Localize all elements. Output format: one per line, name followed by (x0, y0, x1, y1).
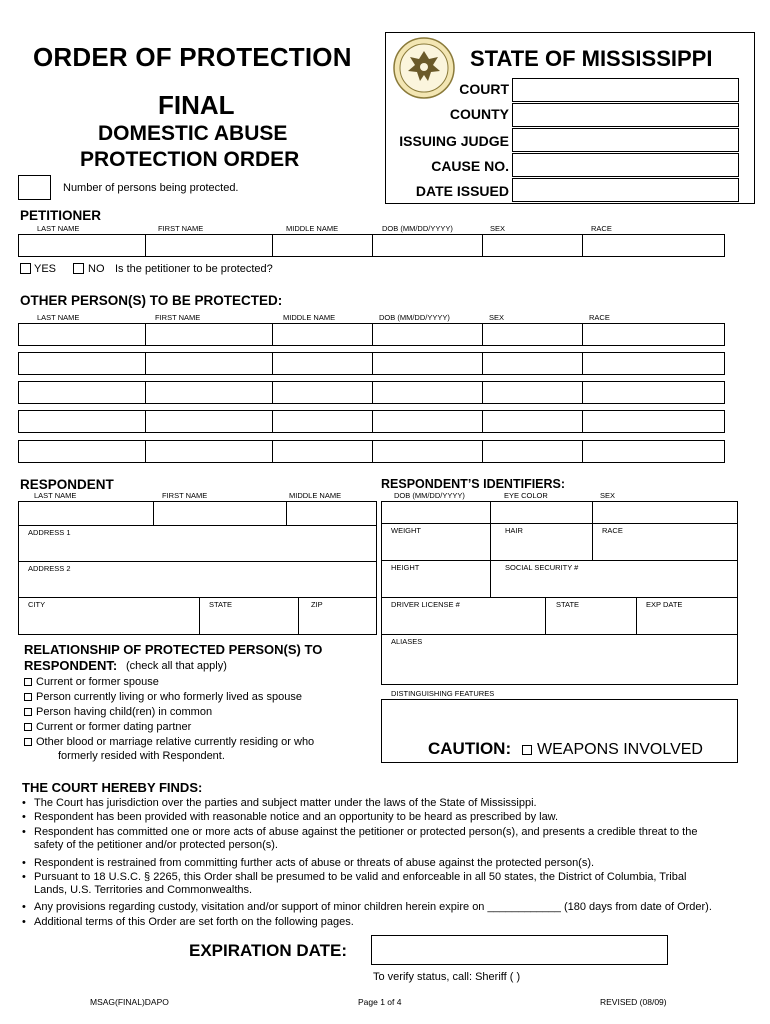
ident-features-label: DISTINGUISHING FEATURES (391, 689, 495, 698)
finding-item: • Respondent has committed one or more acts of abuse against the petitioner or protected person(s), and presents a credible threat to the (34, 825, 697, 839)
ident-dob-label: DOB (MM/DD/YYYY) (394, 491, 465, 500)
ident-dl-label: DRIVER LICENSE # (391, 600, 460, 609)
oth-middle-field[interactable] (272, 410, 373, 433)
subtitle-domestic-abuse: DOMESTIC ABUSE (98, 122, 288, 145)
weapons-checkbox[interactable] (522, 745, 532, 755)
oth-race-field[interactable] (582, 381, 725, 404)
ident-eye-label: EYE COLOR (504, 491, 548, 500)
oth-race-field[interactable] (582, 323, 725, 346)
cause-no-label: CAUSE NO. (431, 158, 509, 174)
relationship-option-label: Current or former spouse (36, 676, 159, 688)
relationship-heading: RELATIONSHIP OF PROTECTED PERSON(S) TO (24, 642, 323, 657)
oth-col-last: LAST NAME (37, 313, 80, 322)
oth-dob-field[interactable] (372, 323, 483, 346)
ident-eye-field[interactable] (490, 501, 593, 524)
checkbox-icon[interactable] (24, 708, 32, 716)
finding-item: • Pursuant to 18 U.S.C. § 2265, this Order shall be presumed to be valid and enforceable in all 50 states, the District of Columbia, Tribal (34, 870, 686, 884)
final-label: FINAL (158, 90, 235, 120)
relationship-option-label: Person currently living or who formerly lived as spouse (36, 691, 302, 703)
oth-last-field[interactable] (18, 440, 146, 463)
ident-sex-label: SEX (600, 491, 616, 500)
other-person-row (18, 323, 725, 346)
county-field[interactable] (512, 103, 739, 127)
no-label: NO (88, 263, 105, 275)
relationship-option-relative-cont: formerly resided with Respondent. (58, 750, 225, 762)
finding-item: • The Court has jurisdiction over the parties and subject matter under the laws of the State of Mississippi. (34, 796, 537, 810)
finding-item: • Additional terms of this Order are set forth on the following pages. (34, 915, 354, 929)
ident-aliases-field[interactable] (381, 634, 738, 685)
oth-last-field[interactable] (18, 381, 146, 404)
resp-address1-label: ADDRESS 1 (28, 528, 71, 537)
relationship-heading-2: RESPONDENT: (24, 658, 118, 673)
oth-first-field[interactable] (145, 352, 273, 375)
respondent-heading: RESPONDENT (20, 477, 114, 492)
pet-col-dob: DOB (MM/DD/YYYY) (382, 224, 453, 233)
other-person-row (18, 381, 725, 404)
resp-address2-label: ADDRESS 2 (28, 564, 71, 573)
oth-middle-field[interactable] (272, 352, 373, 375)
yes-label: YES (34, 263, 57, 275)
pet-sex-field[interactable] (482, 234, 583, 257)
oth-sex-field[interactable] (482, 410, 583, 433)
verify-status-text: To verify status, call: Sheriff ( ) (373, 971, 521, 983)
pet-dob-field[interactable] (372, 234, 483, 257)
ident-aliases-label: ALIASES (391, 637, 423, 646)
ident-height-label: HEIGHT (391, 563, 420, 572)
finding-item: • Respondent has been provided with reasonable notice and an opportunity to be heard as prescribed by law. (34, 810, 558, 824)
resp-city-field[interactable] (18, 597, 200, 635)
pet-first-field[interactable] (145, 234, 273, 257)
pet-col-sex: SEX (490, 224, 506, 233)
state-title: STATE OF MISSISSIPPI (470, 46, 713, 71)
checkbox-icon[interactable] (24, 738, 32, 746)
ident-exp-label: EXP DATE (646, 600, 683, 609)
oth-col-first: FIRST NAME (155, 313, 201, 322)
oth-sex-field[interactable] (482, 381, 583, 404)
expiration-date-field[interactable] (371, 935, 668, 965)
resp-zip-label: ZIP (311, 600, 323, 609)
resp-state-label: STATE (209, 600, 233, 609)
relationship-option-label: Other blood or marriage relative currently residing or who (36, 736, 315, 748)
relationship-option-label: Person having child(ren) in common (36, 706, 213, 718)
date-issued-label: DATE ISSUED (415, 183, 509, 199)
resp-city-label: CITY (28, 600, 46, 609)
subtitle-protection-order: PROTECTION ORDER (80, 148, 300, 171)
petitioner-protected-question: Is the petitioner to be protected? (115, 263, 273, 275)
finding-item: • Any provisions regarding custody, visitation and/or support of minor children herein expire on ____________ (180 days from date of Order). (34, 900, 712, 914)
ident-features-field[interactable] (381, 699, 738, 736)
finding-item-cont: safety of the petitioner and/or protected person(s). (34, 839, 278, 851)
pet-middle-field[interactable] (272, 234, 373, 257)
oth-middle-field[interactable] (272, 381, 373, 404)
finding-item: • Respondent is restrained from committing further acts of abuse or threats of abuse against the protected person(s). (34, 856, 594, 870)
ident-ssn-label: SOCIAL SECURITY # (505, 563, 579, 572)
oth-race-field[interactable] (582, 410, 725, 433)
other-persons-heading: OTHER PERSON(S) TO BE PROTECTED: (20, 293, 283, 308)
oth-dob-field[interactable] (372, 410, 483, 433)
oth-col-middle: MIDDLE NAME (283, 313, 336, 322)
oth-dob-field[interactable] (372, 352, 483, 375)
oth-first-field[interactable] (145, 440, 273, 463)
page-title: ORDER OF PROTECTION (33, 42, 352, 72)
oth-race-field[interactable] (582, 352, 725, 375)
relationship-hint: (check all that apply) (126, 660, 227, 672)
oth-last-field[interactable] (18, 352, 146, 375)
petitioner-row (18, 234, 725, 257)
checkbox-icon[interactable] (24, 723, 32, 731)
finding-item-cont: Lands, U.S. Territories and Commonwealths. (34, 884, 253, 896)
oth-first-field[interactable] (145, 323, 273, 346)
expiration-label: EXPIRATION DATE: (189, 941, 348, 960)
checkbox-icon[interactable] (24, 678, 32, 686)
resp-last-field[interactable] (18, 501, 154, 526)
oth-col-race: RACE (589, 313, 610, 322)
oth-col-sex: SEX (489, 313, 505, 322)
caution-label: CAUTION: (428, 739, 512, 758)
oth-col-dob: DOB (MM/DD/YYYY) (379, 313, 450, 322)
relationship-option-relative[interactable] (24, 736, 314, 748)
other-person-row (18, 440, 725, 463)
footer-revised: REVISED (08/09) (600, 997, 667, 1007)
issuing-judge-field[interactable] (512, 128, 739, 152)
court-label: COURT (459, 81, 509, 97)
resp-first-field[interactable] (153, 501, 287, 526)
other-person-row (18, 410, 725, 433)
footer-page-number: Page 1 of 4 (358, 997, 402, 1007)
court-field[interactable] (512, 78, 739, 102)
findings-heading: THE COURT HEREBY FINDS: (22, 780, 203, 795)
resp-address1-field[interactable] (18, 525, 377, 562)
oth-sex-field[interactable] (482, 323, 583, 346)
ident-dl-state-label: STATE (556, 600, 580, 609)
pet-col-middle: MIDDLE NAME (286, 224, 339, 233)
oth-race-field[interactable] (582, 440, 725, 463)
relationship-option-dating[interactable] (24, 721, 191, 733)
pet-race-field[interactable] (582, 234, 725, 257)
oth-sex-field[interactable] (482, 352, 583, 375)
ident-dob-field[interactable] (381, 501, 491, 524)
ident-weight-label: WEIGHT (391, 526, 421, 535)
pet-col-first: FIRST NAME (158, 224, 204, 233)
relationship-option-cohabitant[interactable] (24, 691, 302, 703)
county-label: COUNTY (449, 106, 509, 122)
no-checkbox[interactable] (73, 263, 84, 274)
cause-no-field[interactable] (512, 153, 739, 177)
weapons-label: WEAPONS INVOLVED (537, 741, 703, 758)
oth-last-field[interactable] (18, 323, 146, 346)
other-person-row (18, 352, 725, 375)
issuing-judge-label: ISSUING JUDGE (399, 133, 509, 149)
resp-col-first: FIRST NAME (162, 491, 208, 500)
oth-middle-field[interactable] (272, 440, 373, 463)
footer-form-id: MSAG(FINAL)DAPO (90, 997, 169, 1007)
oth-dob-field[interactable] (372, 381, 483, 404)
resp-middle-field[interactable] (286, 501, 377, 526)
oth-first-field[interactable] (145, 381, 273, 404)
petitioner-heading: PETITIONER (20, 208, 102, 223)
resp-col-middle: MIDDLE NAME (289, 491, 342, 500)
oth-sex-field[interactable] (482, 440, 583, 463)
yes-checkbox[interactable] (20, 263, 31, 274)
resp-zip-field[interactable] (298, 597, 377, 635)
pet-col-race: RACE (591, 224, 612, 233)
persons-count-label: Number of persons being protected. (63, 182, 239, 194)
ident-hair-label: HAIR (505, 526, 523, 535)
relationship-option-child[interactable] (24, 706, 212, 718)
oth-first-field[interactable] (145, 410, 273, 433)
checkbox-icon[interactable] (24, 693, 32, 701)
resp-address2-field[interactable] (18, 561, 377, 598)
ident-race-label: RACE (602, 526, 623, 535)
date-issued-field[interactable] (512, 178, 739, 202)
oth-last-field[interactable] (18, 410, 146, 433)
pet-last-field[interactable] (18, 234, 146, 257)
pet-col-last: LAST NAME (37, 224, 80, 233)
ident-sex-field[interactable] (592, 501, 738, 524)
relationship-option-label: Current or former dating partner (36, 721, 192, 733)
relationship-option-spouse[interactable] (24, 676, 159, 688)
persons-count-field[interactable] (18, 175, 51, 200)
oth-middle-field[interactable] (272, 323, 373, 346)
identifiers-heading: RESPONDENT’S IDENTIFIERS: (381, 477, 566, 491)
oth-dob-field[interactable] (372, 440, 483, 463)
resp-col-last: LAST NAME (34, 491, 77, 500)
